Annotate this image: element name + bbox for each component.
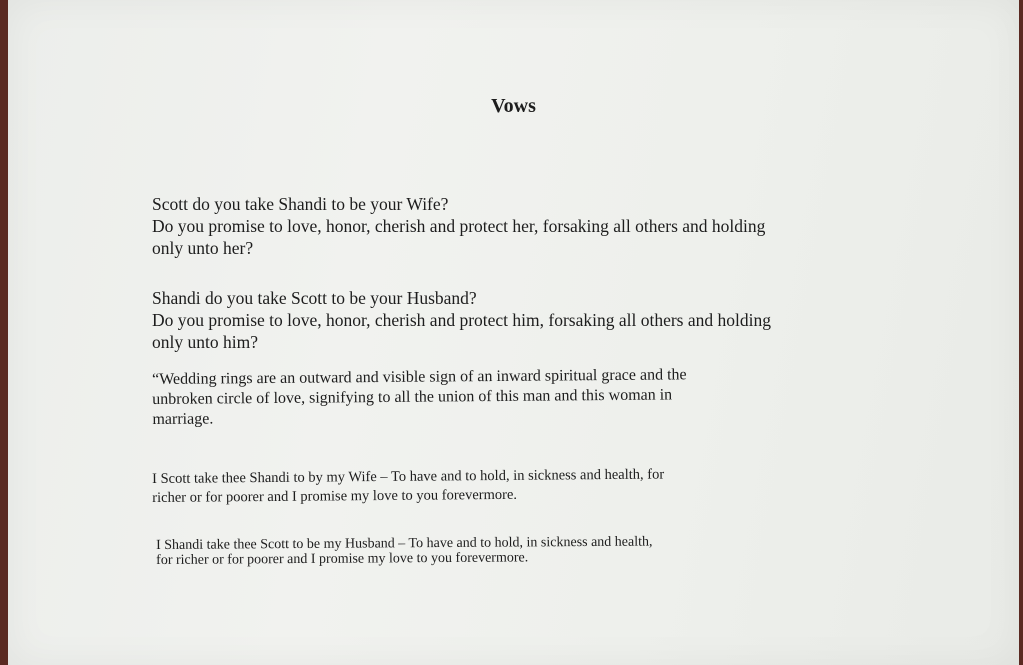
question-scott-line-3: only unto her? (152, 238, 254, 258)
vows-paper (8, 0, 1019, 665)
vow-scott-line-1: I Scott take thee Shandi to by my Wife – To have and to hold, in sickness and health, for (152, 466, 665, 487)
vow-scott (152, 464, 872, 508)
rings-line-1: “Wedding rings are an outward and visible sign of an inward spiritual grace and the (152, 366, 687, 388)
question-shandi (152, 287, 872, 353)
question-shandi-line-1: Shandi do you take Scott to be your Husband? (152, 288, 477, 308)
rings-statement (152, 364, 872, 430)
question-scott (152, 193, 872, 259)
vow-shandi-line-1: I Shandi take thee Scott to be my Husband – To have and to hold, in sickness and health, (156, 534, 653, 553)
question-scott-line-2: Do you promise to love, honor, cherish and protect her, forsaking all others and holding (152, 216, 766, 236)
document-title: Vows (491, 95, 536, 117)
question-shandi-line-2: Do you promise to love, honor, cherish and protect him, forsaking all others and holding (152, 310, 771, 330)
question-shandi-line-3: only unto him? (152, 332, 258, 352)
rings-line-3: marriage. (152, 410, 214, 428)
rings-line-2: unbroken circle of love, signifying to all the union of this man and this woman in (152, 386, 673, 408)
vow-shandi (156, 533, 876, 568)
question-scott-line-1: Scott do you take Shandi to be your Wife? (152, 194, 449, 214)
vow-scott-line-2: richer or for poorer and I promise my love to you forevermore. (152, 486, 518, 506)
vow-shandi-line-2: for richer or for poorer and I promise my love to you forevermore. (156, 550, 529, 568)
